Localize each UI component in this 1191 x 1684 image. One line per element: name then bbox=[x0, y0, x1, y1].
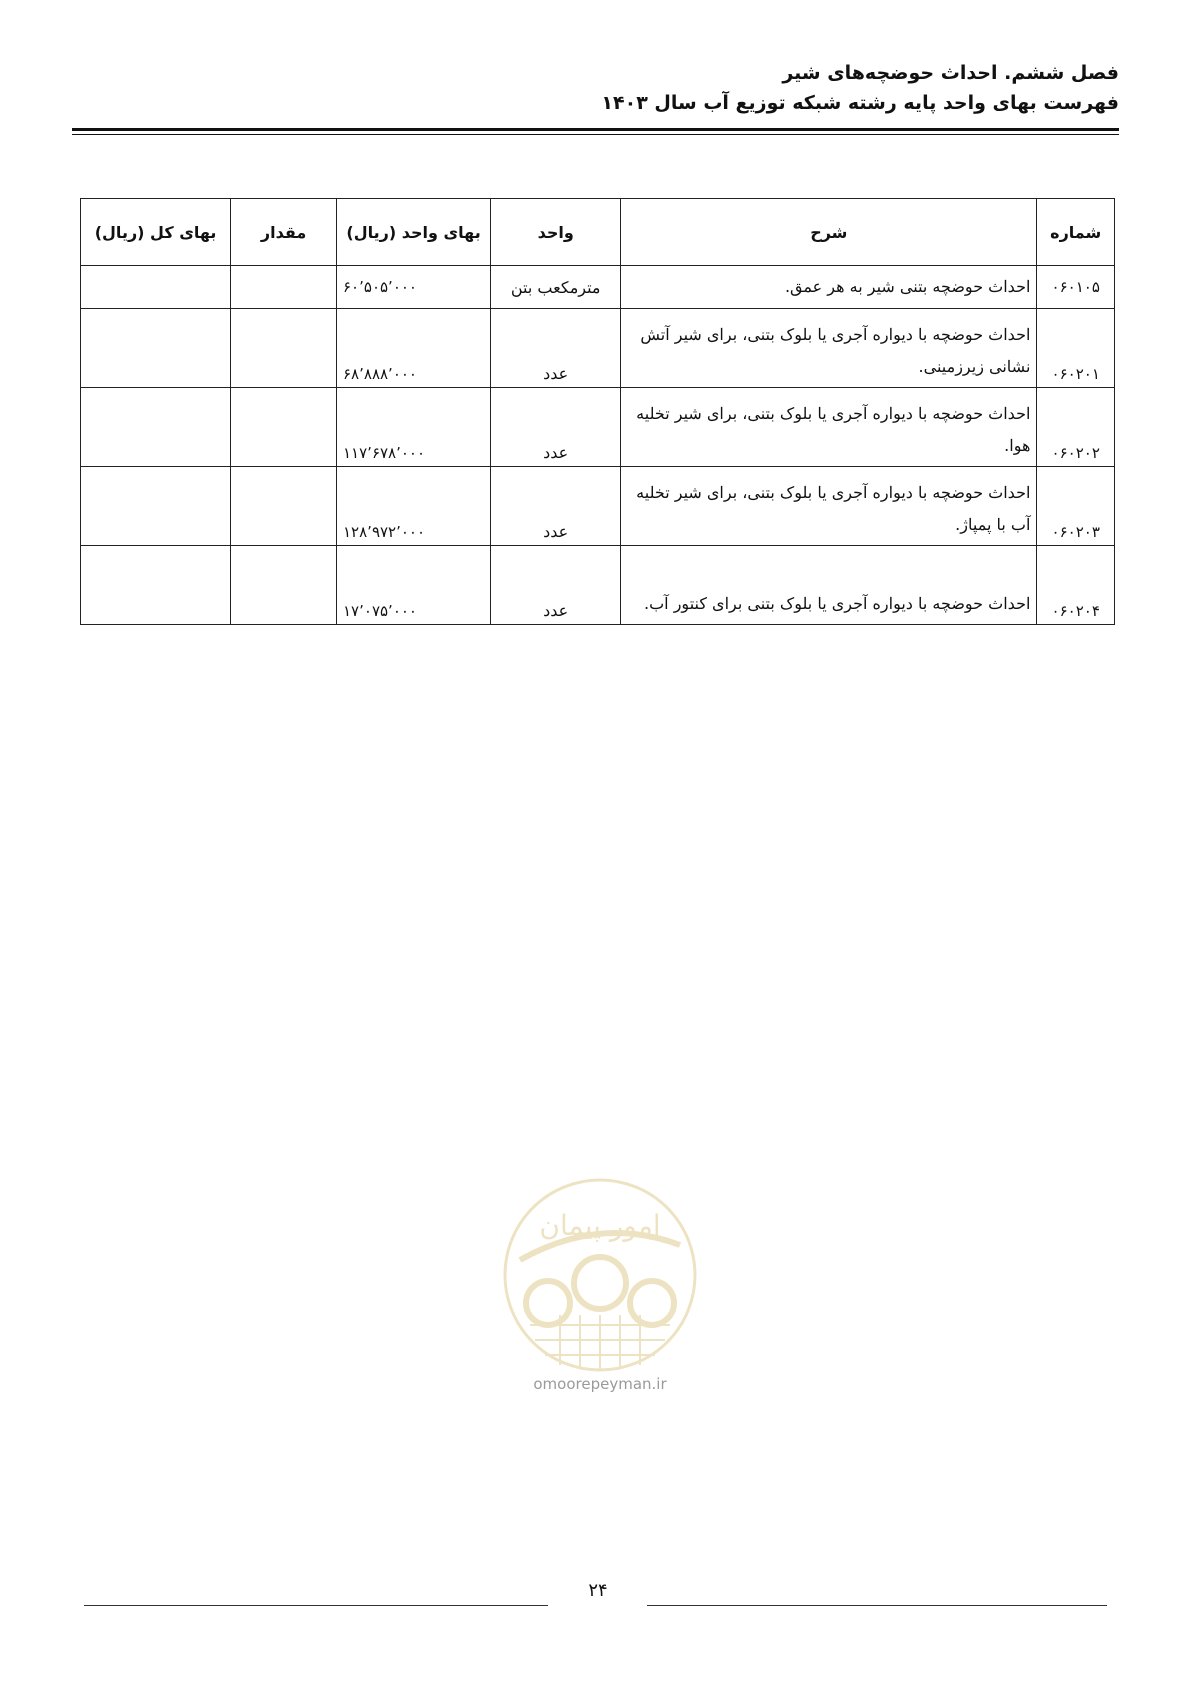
header-rule-thin bbox=[72, 134, 1119, 135]
col-code: شماره bbox=[1037, 199, 1115, 266]
item-quantity bbox=[231, 309, 337, 388]
chapter-title: فصل ششم. احداث حوضچه‌های شیر bbox=[782, 62, 1119, 84]
item-description: احداث حوضچه با دیواره آجری یا بلوک بتنی، برای شیر آتش نشانی زیرزمینی. bbox=[621, 309, 1037, 388]
item-description: احداث حوضچه با دیواره آجری یا بلوک بتنی، برای شیر تخلیه آب با پمپاژ. bbox=[621, 467, 1037, 546]
table-header-row bbox=[81, 199, 1115, 266]
table-row bbox=[81, 266, 1115, 309]
table-row bbox=[81, 388, 1115, 467]
footer-rule-left bbox=[84, 1605, 548, 1606]
watermark-logo bbox=[500, 1175, 700, 1395]
item-total-price bbox=[81, 309, 231, 388]
item-code: ۰۶۰۲۰۴ bbox=[1037, 546, 1115, 625]
table-row bbox=[81, 309, 1115, 388]
item-code: ۰۶۰۲۰۳ bbox=[1037, 467, 1115, 546]
item-total-price bbox=[81, 546, 231, 625]
item-unit: عدد bbox=[491, 388, 621, 467]
price-list-title: فهرست بهای واحد پایه رشته شبکه توزیع آب سال ۱۴۰۳ bbox=[601, 92, 1119, 114]
item-unit-price: ۱۲۸٬۹۷۲٬۰۰۰ bbox=[337, 467, 491, 546]
item-unit-price: ۶۰٬۵۰۵٬۰۰۰ bbox=[337, 266, 491, 309]
item-unit: مترمکعب بتن bbox=[491, 266, 621, 309]
item-quantity bbox=[231, 388, 337, 467]
page-header bbox=[72, 58, 1119, 118]
watermark-logo-text: امور پیمان bbox=[539, 1209, 661, 1242]
page-number: ۲۴ bbox=[588, 1580, 608, 1601]
watermark-site: omoorepeyman.ir bbox=[533, 1375, 667, 1393]
col-unit: واحد bbox=[491, 199, 621, 266]
item-quantity bbox=[231, 467, 337, 546]
seal-gears-logo-icon bbox=[500, 1175, 700, 1375]
item-code: ۰۶۰۲۰۲ bbox=[1037, 388, 1115, 467]
item-description: احداث حوضچه با دیواره آجری یا بلوک بتنی، برای شیر تخلیه هوا. bbox=[621, 388, 1037, 467]
header-rule-thick bbox=[72, 128, 1119, 131]
item-code: ۰۶۰۲۰۱ bbox=[1037, 309, 1115, 388]
item-code: ۰۶۰۱۰۵ bbox=[1037, 266, 1115, 309]
col-quantity: مقدار bbox=[231, 199, 337, 266]
table-row bbox=[81, 467, 1115, 546]
item-description: احداث حوضچه با دیواره آجری یا بلوک بتنی برای کنتور آب. bbox=[621, 546, 1037, 625]
item-description: احداث حوضچه بتنی شیر به هر عمق. bbox=[621, 266, 1037, 309]
item-total-price bbox=[81, 266, 231, 309]
price-table bbox=[80, 198, 1115, 625]
item-quantity bbox=[231, 266, 337, 309]
table-row bbox=[81, 546, 1115, 625]
item-unit: عدد bbox=[491, 467, 621, 546]
col-total-price: بهای کل (ریال) bbox=[81, 199, 231, 266]
item-total-price bbox=[81, 388, 231, 467]
item-quantity bbox=[231, 546, 337, 625]
col-unit-price: بهای واحد (ریال) bbox=[337, 199, 491, 266]
col-description: شرح bbox=[621, 199, 1037, 266]
footer-rule-right bbox=[647, 1605, 1107, 1606]
item-unit: عدد bbox=[491, 546, 621, 625]
item-total-price bbox=[81, 467, 231, 546]
item-unit-price: ۱۷٬۰۷۵٬۰۰۰ bbox=[337, 546, 491, 625]
item-unit-price: ۶۸٬۸۸۸٬۰۰۰ bbox=[337, 309, 491, 388]
item-unit-price: ۱۱۷٬۶۷۸٬۰۰۰ bbox=[337, 388, 491, 467]
item-unit: عدد bbox=[491, 309, 621, 388]
